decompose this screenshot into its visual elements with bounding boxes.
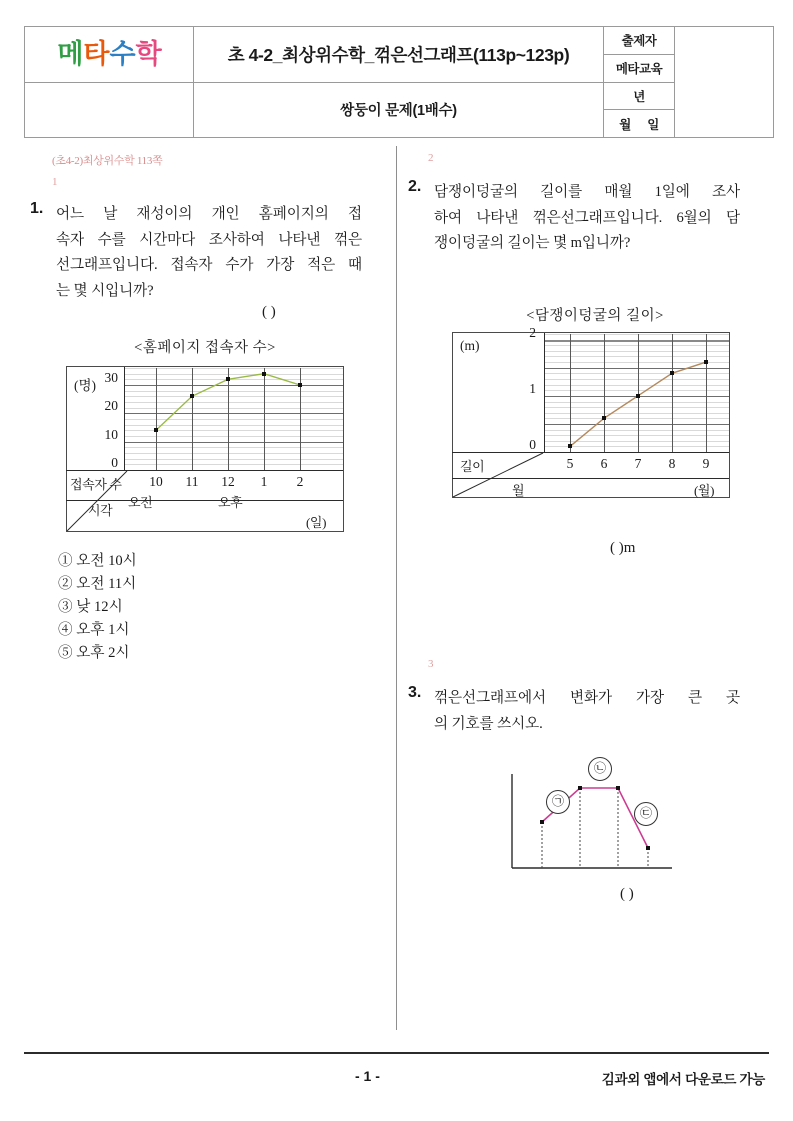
problem-1-answer-blank[interactable]: ( )	[262, 304, 276, 320]
chart-1-ytick-20: 20	[104, 398, 118, 413]
choice-4[interactable]: ④ 오후 1시	[58, 622, 130, 638]
problem-3-line-2: 의 기호를 쓰시오.	[434, 715, 543, 732]
chart-1-xtick-4: 1	[260, 474, 268, 489]
chart-3-label-a: ㉠	[546, 790, 570, 814]
logo-char-1: 메	[57, 38, 83, 70]
problem-1-number: 1.	[30, 200, 44, 217]
problem-2-line-1: 담쟁이덩굴의 길이를 매월 1일에 조사	[434, 184, 740, 200]
problem-3-line-1: 꺾은선그래프에서 변화가 가장 큰 곳	[434, 690, 740, 706]
worksheet-title: 초 4-2_최상위수학_꺾은선그래프(113p~123p)	[194, 27, 604, 83]
chart-1-xtick-3: 12	[221, 474, 235, 489]
problem-2-text	[434, 180, 740, 257]
chart-1-title: <홈페이지 접속자 수>	[134, 340, 276, 356]
problem-3-answer-blank[interactable]: ( )	[620, 886, 634, 902]
problem-1-line-4: 는 몇 시입니까?	[56, 282, 154, 299]
chart-2-xtick-3: 7	[634, 456, 642, 471]
header-table	[24, 26, 774, 138]
header-table-wrapper	[24, 26, 769, 138]
chart-2-corner-top-label: 길이	[460, 459, 485, 474]
chart-1-x-unit: (일)	[306, 515, 327, 530]
choice-1[interactable]: ① 오전 10시	[58, 553, 137, 569]
chart-1-data-point	[154, 428, 158, 432]
problem-2-line-2: 하여 나타낸 꺾은선그래프입니다. 6월의 담	[434, 209, 740, 226]
problem-1-line-2: 속자 수를 시간마다 조사하여 나타낸 꺾은	[56, 231, 362, 248]
chart-1-series-line	[124, 368, 343, 470]
footer-rule	[24, 1052, 769, 1054]
problem-2-faint-number: 2	[428, 152, 434, 164]
chart-1-data-point	[190, 394, 194, 398]
header-blank-cell	[675, 27, 774, 138]
chart-1-xtick-2: 11	[185, 474, 199, 489]
chart-2-data-point	[636, 394, 640, 398]
choice-2[interactable]: ② 오전 11시	[58, 576, 137, 592]
chart-2-title: <담쟁이덩굴의 길이>	[526, 308, 664, 324]
chart-1-corner-bottom-label: 시각	[88, 503, 113, 518]
day-label: 일	[647, 117, 659, 132]
chart-1-group-am: 오전	[128, 495, 153, 510]
problem-1-faint-number: 1	[52, 176, 58, 188]
problem-1-line-3: 선그래프입니다. 접속자 수가 가장 적은 때	[56, 257, 362, 273]
chart-3-label-b: ㉡	[588, 757, 612, 781]
chart-2-y-axis	[544, 333, 545, 453]
chart-2-ytick-1: 1	[529, 381, 536, 396]
chart-1-xtick-5: 2	[296, 474, 304, 489]
chart-1-ytick-0: 0	[111, 455, 118, 470]
source-note: (초4-2)최상위수학 113쪽	[52, 155, 163, 167]
chart-2-xtick-5: 9	[702, 456, 710, 471]
logo-char-2: 타	[83, 38, 109, 70]
problem-1-choices[interactable]	[58, 550, 137, 665]
chart-2-y-unit: (m)	[460, 338, 480, 353]
chart-1-y-unit: (명)	[74, 378, 97, 393]
month-day-label[interactable]	[604, 110, 675, 138]
problem-2-number: 2.	[408, 178, 422, 195]
problem-3-text	[434, 686, 740, 737]
worksheet-subtitle: 쌍둥이 문제(1배수)	[194, 82, 604, 138]
chart-3-label-c: ㉢	[634, 802, 658, 826]
chart-1-plot-area	[124, 368, 343, 470]
chart-1-data-point	[262, 372, 266, 376]
chart-2-xtick-4: 8	[668, 456, 676, 471]
chart-2-corner-slash	[452, 452, 544, 498]
meta-math-logo	[25, 27, 193, 82]
author-label: 출제자	[604, 27, 675, 55]
chart-1-data-point	[298, 383, 302, 387]
chart-2-data-point	[670, 371, 674, 375]
chart-2-data-point	[602, 416, 606, 420]
chart-2-xtick-1: 5	[566, 456, 574, 471]
author-value: 메타교육	[604, 54, 675, 82]
chart-2-xtick-2: 6	[600, 456, 608, 471]
column-divider	[396, 146, 397, 1030]
choice-5[interactable]: ⑤ 오후 2시	[58, 645, 130, 661]
chart-2-data-point	[568, 444, 572, 448]
chart-2-ytick-2: 2	[529, 325, 536, 340]
month-label: 월	[619, 117, 631, 132]
year-label[interactable]: 년	[604, 82, 675, 110]
choice-3[interactable]: ③ 낮 12시	[58, 599, 123, 615]
chart-1-corner-slash	[66, 470, 128, 532]
logo-char-3: 수	[109, 38, 135, 70]
chart-2-data-point	[704, 360, 708, 364]
chart-1-y-axis	[124, 367, 125, 471]
chart-1-ytick-10: 10	[104, 427, 118, 442]
chart-2-corner-bottom-label: 월	[512, 483, 525, 498]
logo-cell-lower	[25, 82, 194, 138]
page-number: - 1 -	[355, 1068, 380, 1084]
problem-2-answer-blank[interactable]: ( )m	[610, 540, 636, 556]
logo-char-4: 학	[135, 38, 161, 70]
logo-cell	[25, 27, 194, 83]
footer-note: 김과외 앱에서 다운로드 가능	[601, 1072, 765, 1087]
chart-3-sketch	[500, 760, 680, 880]
chart-1-xtick-1: 10	[149, 474, 163, 489]
problem-1-line-1: 어느 날 재성이의 개인 홈페이지의 접	[56, 206, 362, 222]
chart-1-group-pm: 오후	[218, 495, 243, 510]
problem-3-faint-number: 3	[428, 658, 434, 670]
chart-1-ytick-30: 30	[104, 370, 118, 385]
chart-2-ytick-0: 0	[529, 437, 536, 452]
problem-2-line-3: 쟁이덩굴의 길이는 몇 m입니까?	[434, 235, 631, 251]
problem-3-number: 3.	[408, 684, 422, 701]
problem-1-text	[56, 202, 362, 304]
chart-2-x-unit: (월)	[694, 483, 715, 498]
chart-2-plot-area	[544, 334, 729, 452]
chart-1-data-point	[226, 377, 230, 381]
chart-1-corner-top-label: 접속자 수	[70, 477, 122, 492]
